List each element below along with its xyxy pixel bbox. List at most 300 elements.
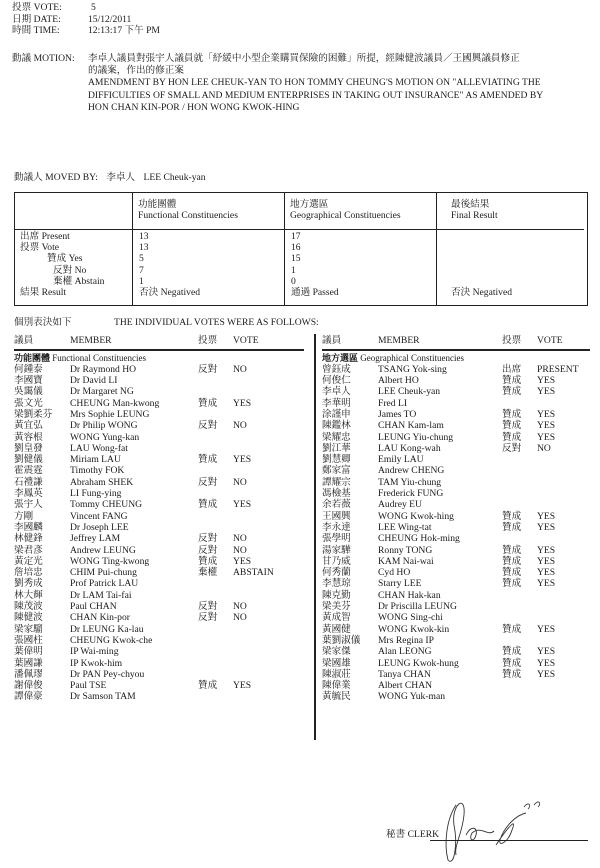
vote-en: YES [537,408,556,420]
member-name-zh: 馮檢基 [322,488,351,500]
member-name-en: Dr Joseph LEE [70,521,129,533]
member-name-en: CHAN Kam-lam [378,420,444,432]
member-name-en: Dr PAN Pey-chyou [70,668,145,680]
member-name-en: Fred LI [378,397,408,409]
vote-en [233,386,304,397]
member-row [322,511,590,522]
vote-value: 5 [91,2,96,13]
functional-members-list [14,334,304,703]
vote-en [537,533,590,544]
vote-en [233,443,304,454]
member-name-zh: 李鳳英 [14,488,43,500]
member-row [322,364,590,375]
member-row [14,454,304,465]
vote-zh [198,443,233,454]
individual-title-en: THE INDIVIDUAL VOTES WERE AS FOLLOWS: [113,317,319,328]
vote-zh: 贊成 [198,555,218,567]
member-name-en: Dr Priscilla LEUNG [378,601,457,613]
vote-en [233,691,304,702]
vote-en: YES [537,544,556,556]
member-row [322,635,590,646]
gc-no: 1 [291,264,296,276]
member-name-en: KAM Nai-wai [378,555,434,567]
member-row [14,533,304,544]
col-member-en: MEMBER [70,335,112,346]
header-rule [14,349,304,351]
member-row [14,477,304,488]
member-row [14,556,304,567]
member-row [322,443,590,454]
member-name-en: LI Fung-ying [70,488,122,500]
vote-zh [502,454,537,465]
member-row [14,590,304,601]
member-name-zh: 陳偉業 [322,680,351,692]
vote-zh: 反對 [198,544,218,556]
vote-zh: 反對 [198,476,218,488]
header-rule [322,349,590,351]
fc-header-zh: 功能團體 [138,199,177,210]
vote-zh: 贊成 [502,578,522,590]
vote-en [233,488,304,499]
member-row [14,545,304,556]
member-row [14,443,304,454]
member-name-en: Ronny TONG [378,544,433,556]
vote-zh: 贊成 [502,657,522,669]
member-name-en: Tommy CHEUNG [70,499,143,511]
vote-zh [198,465,233,476]
member-name-zh: 陳鑑林 [322,420,351,432]
member-row [14,511,304,522]
col-vote-en: VOTE [233,335,259,346]
member-row [14,646,304,657]
member-name-zh: 劉江華 [322,442,351,454]
member-row [322,477,590,488]
member-name-en: LEUNG Kwok-hung [378,657,459,669]
vote-en [537,601,590,612]
member-name-zh: 劉慧卿 [322,454,351,466]
vote-en: YES [233,555,252,567]
group-zh: 功能團體 [14,352,51,363]
col-vote-en: VOTE [537,335,563,346]
member-row [322,556,590,567]
vote-zh [198,691,233,702]
clerk-label: 秘書 CLERK [386,829,440,840]
vote-zh: 贊成 [502,555,522,567]
member-row [14,375,304,386]
member-name-en: Paul TSE [70,680,107,692]
member-name-en: WONG Yung-kan [70,431,140,443]
vote-en [233,578,304,589]
member-name-zh: 張學明 [322,533,351,545]
row-label-present: 出席 Present [20,231,70,242]
vote-zh [502,477,537,488]
list-header [14,334,304,348]
member-name-en: Starry LEE [378,578,422,590]
fc-header-en: Functional Constituencies [138,210,238,221]
member-name-zh: 陳淑莊 [322,668,351,680]
vote-en: YES [233,680,252,692]
member-name-en: Jeffrey LAM [70,533,121,545]
member-name-zh: 何俊仁 [322,375,351,387]
member-name-en: Andrew LEUNG [70,544,136,556]
vote-en: ABSTAIN [233,567,274,579]
member-name-zh: 黃定光 [14,555,43,567]
moved-by-name-zh: 李卓人 [106,172,136,183]
date-value: 15/12/2011 [88,13,132,25]
gc-yes: 15 [291,253,301,265]
member-row [14,488,304,499]
vote-en [537,612,590,623]
member-row [14,658,304,669]
member-name-en: IP Wai-ming [70,646,119,658]
member-row [14,432,304,443]
row-label-no: 反對 No [53,264,87,276]
row-label-abstain: 棄權 Abstain [53,275,105,287]
final-header-en: Final Result [451,210,498,221]
member-name-zh: 曾鈺成 [322,363,351,375]
vote-zh [502,499,537,510]
vote-en: YES [537,623,556,635]
vote-zh [198,658,233,669]
motion-en-line: HON CHAN KIN-POR / HON WONG KWOK-HING [88,101,300,113]
final-result: 否決 Negatived [451,287,513,298]
member-row [322,398,590,409]
member-name-zh: 黃成智 [322,612,351,624]
member-name-en: Mrs Regina IP [378,634,434,646]
vote-zh [502,533,537,544]
member-name-zh: 余若薇 [322,499,351,511]
vote-zh [502,680,537,691]
functional-rows [14,364,304,703]
member-name-en: Albert CHAN [378,680,433,692]
vote-zh [502,691,537,702]
vote-en: YES [537,657,556,669]
member-name-zh: 林健鋒 [14,533,43,545]
member-row [322,646,590,657]
vote-en: YES [537,521,556,533]
vote-zh [198,432,233,443]
fc-vote: 13 [139,242,149,254]
row-label-vote: 投票 Vote [20,242,59,254]
list-header [322,334,590,348]
member-name-zh: 梁劉柔芬 [14,408,53,420]
group-en: Functional Constituencies [52,352,147,363]
vote-en: YES [537,420,556,432]
date-label: 日期 DATE: [12,13,61,25]
member-name-zh: 劉秀成 [14,578,43,590]
member-row [14,465,304,476]
member-row [14,691,304,702]
vote-zh: 贊成 [198,680,218,692]
vote-zh: 反對 [198,533,218,545]
member-name-zh: 梁家騮 [14,623,43,635]
member-name-zh: 何秀蘭 [322,567,351,579]
member-name-zh: 葉國謙 [14,657,43,669]
member-name-zh: 梁耀忠 [322,431,351,443]
column-divider [314,334,316,740]
member-row [322,522,590,533]
member-name-zh: 張宇人 [14,499,43,511]
member-name-zh: 梁家傑 [322,646,351,658]
member-name-en: WONG Kwok-kin [378,623,450,635]
vote-en: YES [233,499,252,511]
member-name-zh: 黃毓民 [322,691,351,703]
member-name-zh: 霍震霆 [14,465,43,477]
group-heading-geographical [322,353,590,364]
table-divider [132,193,133,305]
vote-en [537,465,590,476]
gc-values [291,231,339,298]
member-name-en: Cyd HO [378,567,411,579]
member-row [322,386,590,397]
member-row [322,590,590,601]
vote-en: YES [537,567,556,579]
final-header-zh: 最後結果 [451,199,490,210]
motion-zh-line: 的議案，作出的修正案 [88,65,184,77]
member-row [14,398,304,409]
vote-en: NO [233,544,247,556]
vote-zh [502,465,537,476]
member-row [322,601,590,612]
vote-en [537,691,590,702]
member-name-en: Vincent FANG [70,510,128,522]
vote-en: YES [537,375,556,387]
vote-en: NO [233,533,247,545]
member-name-en: WONG Sing-chi [378,612,443,624]
member-name-en: Dr Raymond HO [70,363,137,375]
member-row [322,624,590,635]
vote-zh [502,612,537,623]
fc-values [139,231,200,298]
member-name-zh: 甘乃威 [322,555,351,567]
vote-zh [198,635,233,646]
member-name-en: LAU Wong-fat [70,442,128,454]
member-row [14,420,304,431]
member-name-en: TAM Yiu-chung [378,476,442,488]
col-member-en: MEMBER [378,335,420,346]
col-vote-zh: 投票 [198,335,218,346]
vote-en: NO [233,612,247,624]
member-row [322,499,590,510]
member-row [322,612,590,623]
vote-en [537,635,590,646]
member-row [14,635,304,646]
time-value: 12:13:17 下午 PM [88,25,160,36]
member-row [322,409,590,420]
summary-row-labels [20,231,104,298]
vote-zh [502,398,537,409]
group-en: Geographical Constituencies [360,352,464,363]
moved-by [14,172,212,183]
member-name-zh: 林大輝 [14,589,43,601]
member-name-zh: 黃宜弘 [14,420,43,432]
member-name-zh: 陳健波 [14,612,43,624]
vote-zh: 贊成 [198,454,218,466]
vote-en [537,398,590,409]
member-name-zh: 梁美芬 [322,601,351,613]
col-member-zh: 議員 [322,335,342,346]
member-name-zh: 方剛 [14,510,34,522]
motion-en-line: DIFFICULTIES OF SMALL AND MEDIUM ENTERPRISES IN TAKING OUT INSURANCE" AS AMENDED BY [88,89,544,101]
member-name-zh: 王國興 [322,510,351,522]
vote-zh [502,590,537,601]
member-row [14,522,304,533]
member-name-zh: 石禮謙 [14,476,43,488]
table-divider [284,193,285,305]
member-row [322,545,590,556]
vote-zh [502,635,537,646]
vote-zh [198,669,233,680]
member-name-zh: 李慧琼 [322,578,351,590]
member-name-zh: 李卓人 [322,386,351,398]
member-row [14,409,304,420]
vote-en [233,432,304,443]
gc-vote: 16 [291,242,301,254]
vote-zh: 出席 [502,363,522,375]
geographical-members-list [322,334,590,703]
vote-en [537,499,590,510]
moved-by-label: 動議人 MOVED BY: [14,172,98,183]
vote-en: NO [233,420,247,432]
vote-en [537,477,590,488]
vote-zh [198,624,233,635]
member-name-zh: 詹培忠 [14,567,43,579]
vote-zh: 贊成 [502,386,522,398]
motion-zh-line: 李卓人議員對張宇人議員就「紓緩中小型企業購買保險的困難」所提，經陳健波議員／王國興議員修正 [88,53,520,64]
member-row [322,465,590,476]
member-name-zh: 梁國雄 [322,657,351,669]
member-name-en: LEUNG Yiu-chung [378,431,454,443]
vote-en: YES [233,397,252,409]
fc-abstain: 1 [139,275,144,287]
vote-zh: 反對 [198,363,218,375]
member-name-en: Dr Margaret NG [70,386,134,398]
member-row [14,386,304,397]
vote-en: YES [233,454,252,466]
member-name-en: Dr LAM Tai-fai [70,589,132,601]
vote-en [233,465,304,476]
member-name-en: James TO [378,408,417,420]
member-row [322,669,590,680]
time-row [12,25,160,37]
member-name-zh: 黃容根 [14,431,43,443]
vote-zh [502,601,537,612]
vote-en [233,590,304,601]
gc-abstain: 0 [291,275,296,287]
final-column-header [451,199,498,221]
vote-en [537,590,590,601]
fc-no: 7 [139,264,144,276]
member-name-en: LEE Cheuk-yan [378,386,441,398]
member-name-zh: 何鍾泰 [14,363,43,375]
vote-en [233,522,304,533]
member-name-en: Dr LEUNG Ka-lau [70,623,144,635]
member-name-en: LAU Kong-wah [378,442,441,454]
member-name-en: CHIM Pui-chung [70,567,137,579]
member-name-zh: 張國柱 [14,634,43,646]
gc-present: 17 [291,231,301,242]
member-row [14,499,304,510]
row-label-yes: 贊成 Yes [47,253,83,265]
member-row [322,375,590,386]
member-name-en: Tanya CHAN [378,668,431,680]
table-header-rule [15,229,584,230]
vote-en [537,680,590,691]
gc-result: 通過 Passed [291,286,339,298]
member-name-en: Miriam LAU [70,454,121,466]
summary-table [14,192,588,306]
motion-section [12,53,592,114]
vote-en: YES [537,510,556,522]
motion-text [88,53,592,114]
member-name-zh: 湯家驊 [322,544,351,556]
member-name-zh: 黃國健 [322,623,351,635]
member-row [14,680,304,691]
vote-zh: 棄權 [198,567,218,579]
vote-zh: 贊成 [502,420,522,432]
member-name-en: CHAN Hak-kan [378,589,441,601]
fc-present: 13 [139,231,149,242]
member-name-en: Alan LEONG [378,646,432,658]
vote-zh: 反對 [198,420,218,432]
member-row [322,533,590,544]
member-name-en: Audrey EU [378,499,422,511]
motion-en-line: AMENDMENT BY HON LEE CHEUK-YAN TO HON TOMMY CHEUNG'S MOTION ON "ALLEVIATING THE [88,77,541,89]
member-name-en: Abraham SHEK [70,476,134,488]
vote-zh [198,409,233,420]
member-name-zh: 涂謹申 [322,408,351,420]
member-name-zh: 張文光 [14,397,43,409]
vote-zh: 贊成 [502,431,522,443]
vote-en [537,488,590,499]
member-row [322,567,590,578]
member-name-zh: 陳克勤 [322,589,351,601]
member-name-zh: 潘佩璆 [14,668,43,680]
member-row [14,601,304,612]
vote-en: YES [537,668,556,680]
vote-zh: 贊成 [502,623,522,635]
geographical-rows [322,364,590,703]
fc-column-header [138,199,238,221]
vote-en [537,454,590,465]
member-name-en: LEE Wing-tat [378,521,432,533]
member-row [322,488,590,499]
group-zh: 地方選區 [322,352,359,363]
vote-en [233,624,304,635]
member-name-en: CHEUNG Kwok-che [70,634,153,646]
col-member-zh: 議員 [14,335,34,346]
vote-zh: 贊成 [502,646,522,658]
member-name-zh: 譚偉豪 [14,691,43,703]
vote-zh [198,511,233,522]
fc-yes: 5 [139,253,144,265]
vote-zh [198,386,233,397]
signature-scribble-icon [436,785,556,865]
vote-en [233,375,304,386]
row-label-result: 結果 Result [20,286,67,298]
individual-votes-title [14,317,319,328]
date-row [12,14,160,26]
member-row [14,624,304,635]
member-name-zh: 李國寶 [14,375,43,387]
member-row [14,669,304,680]
vote-en [233,646,304,657]
member-name-zh: 葉劉淑儀 [322,634,361,646]
vote-en: NO [233,476,247,488]
member-name-zh: 劉皇發 [14,442,43,454]
vote-en: YES [537,431,556,443]
table-divider [436,193,437,305]
